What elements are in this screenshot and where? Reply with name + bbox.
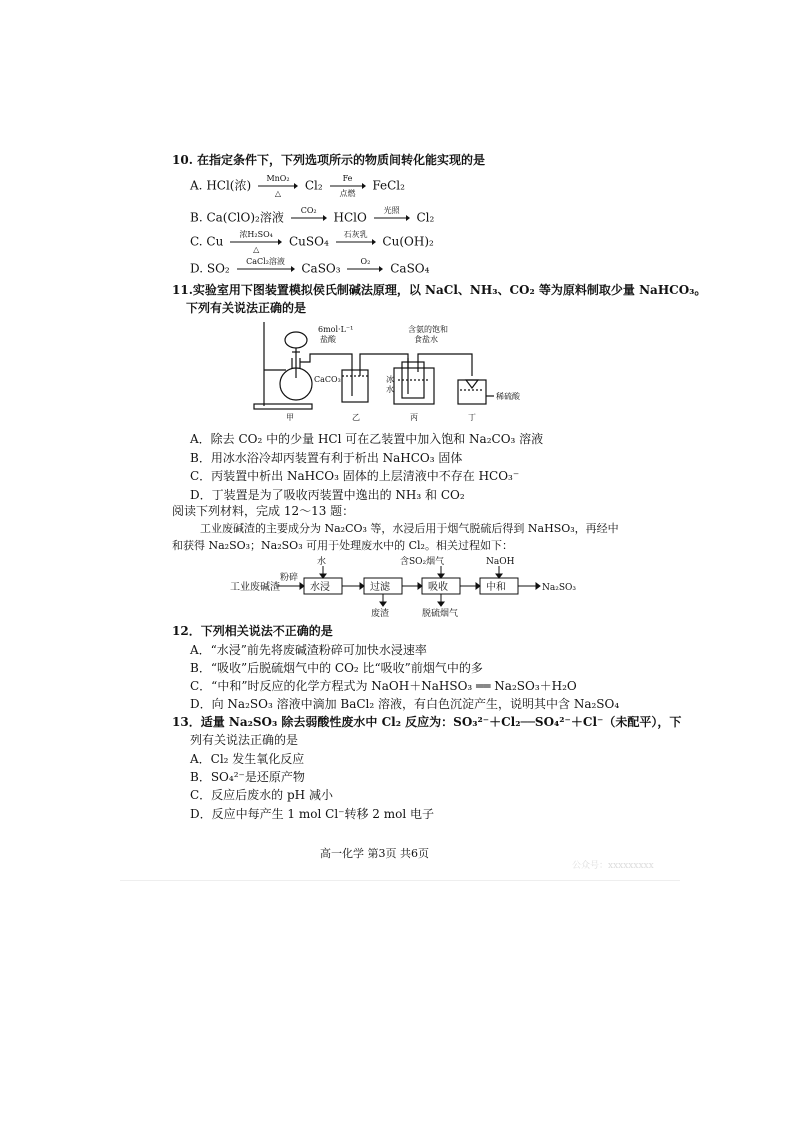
label-dilute-acid: 稀硫酸 bbox=[496, 392, 520, 401]
reaction-arrow bbox=[336, 231, 376, 253]
arrow-condition-bottom: △ bbox=[253, 245, 260, 254]
label-bing: 丙 bbox=[410, 413, 418, 422]
q12-option-c: C．“中和”时反应的化学方程式为 NaOH＋NaHSO₃ ══ Na₂SO₃＋H₂O bbox=[190, 679, 577, 693]
reaction-arrow bbox=[291, 207, 327, 229]
label-caco3: CaCO₃ bbox=[314, 375, 341, 384]
species: Cu bbox=[206, 234, 224, 249]
reaction-arrow bbox=[230, 231, 282, 253]
label-brine1: 含氨的饱和 bbox=[408, 325, 448, 334]
label-ice2: 水 bbox=[386, 385, 394, 394]
q11-option-a: A．除去 CO₂ 中的少量 HCl 可在乙装置中加入饱和 Na₂CO₃ 溶液 bbox=[190, 432, 544, 446]
wash-bottle bbox=[342, 370, 368, 402]
q10-option-b bbox=[190, 207, 434, 229]
label-jia: 甲 bbox=[286, 413, 294, 422]
species: FeCl₂ bbox=[372, 178, 405, 193]
apparatus-figure bbox=[250, 318, 550, 426]
dropping-funnel bbox=[285, 332, 307, 348]
delivery-tube bbox=[360, 354, 408, 368]
q11-option-b: B．用冰水浴冷却丙装置有利于析出 NaHCO₃ 固体 bbox=[190, 451, 463, 465]
q11-stem-line2: 下列有关说法正确的是 bbox=[186, 301, 307, 315]
species: HCl(浓) bbox=[206, 178, 252, 193]
species: Cu(OH)₂ bbox=[382, 234, 434, 249]
q13-stem-line2: 列有关说法正确的是 bbox=[190, 733, 299, 747]
species: Ca(ClO)₂溶液 bbox=[206, 210, 284, 225]
label-ding: 丁 bbox=[468, 413, 476, 422]
flow-start: 工业废碱渣 bbox=[230, 582, 280, 593]
page-footer: 高一化学 第3页 共6页 bbox=[320, 847, 429, 860]
option-label: B. bbox=[190, 210, 203, 225]
species: SO₂ bbox=[206, 261, 230, 276]
species: CaSO₄ bbox=[390, 261, 430, 276]
flow-box1-label: 水浸 bbox=[310, 582, 330, 593]
label-ice1: 冰 bbox=[386, 375, 394, 384]
species: CuSO₄ bbox=[288, 234, 329, 249]
species: CaSO₃ bbox=[301, 261, 341, 276]
q13-option-b: B．SO₄²⁻是还原产物 bbox=[190, 770, 305, 784]
q12-stem: 12．下列相关说法不正确的是 bbox=[172, 624, 333, 638]
species: Cl₂ bbox=[304, 178, 323, 193]
q13-option-c: C．反应后废水的 pH 减小 bbox=[190, 788, 333, 802]
arrow-condition-top: O₂ bbox=[360, 257, 371, 266]
arrow-condition-top: 石灰乳 bbox=[343, 230, 368, 239]
reaction-arrow bbox=[258, 175, 298, 197]
q13-option-d: D．反应中每产生 1 mol Cl⁻转移 2 mol 电子 bbox=[190, 807, 435, 821]
arrow-condition-bottom: 点燃 bbox=[339, 189, 356, 198]
label-brine2: 食盐水 bbox=[414, 335, 438, 344]
absorption-beaker bbox=[458, 380, 486, 404]
arrow-condition-top: 光照 bbox=[383, 206, 400, 215]
q11-option-c: C．丙装置中析出 NaHCO₃ 固体的上层清液中不存在 HCO₃⁻ bbox=[190, 469, 520, 483]
flow-desulf: 脱硫烟气 bbox=[422, 609, 459, 619]
flow-grind: 粉碎 bbox=[280, 573, 299, 583]
species: Cl₂ bbox=[416, 210, 435, 225]
q10-option-a bbox=[190, 175, 405, 197]
flow-box4-label: 中和 bbox=[486, 582, 506, 593]
q11-option-d: D．丁装置是为了吸收丙装置中逸出的 NH₃ 和 CO₂ bbox=[190, 488, 465, 502]
arrow-condition-top: Fe bbox=[342, 174, 353, 183]
q13-stem-line1: 13．适量 Na₂SO₃ 除去弱酸性废水中 Cl₂ 反应为：SO₃²⁻＋Cl₂──SO₄²⁻＋Cl⁻（未配平），下 bbox=[172, 715, 682, 729]
label-acid2: 盐酸 bbox=[320, 335, 336, 344]
flow-box3-label: 吸收 bbox=[428, 582, 448, 593]
page-divider bbox=[120, 880, 680, 881]
arrow-condition-top: CaCl₂溶液 bbox=[246, 257, 285, 266]
option-label: D. bbox=[190, 261, 204, 276]
q10-stem: 10. 在指定条件下，下列选项所示的物质间转化能实现的是 bbox=[172, 153, 486, 167]
q13-option-a: A．Cl₂ 发生氧化反应 bbox=[190, 752, 305, 766]
material-intro: 阅读下列材料，完成 12～13 题： bbox=[172, 504, 355, 518]
arrow-condition-top: MnO₂ bbox=[266, 174, 290, 183]
q12-option-b: B．“吸收”后脱硫烟气中的 CO₂ 比“吸收”前烟气中的多 bbox=[190, 661, 483, 675]
q11-stem-line1: 11.实验室用下图装置模拟侯氏制碱法原理，以 NaCl、NH₃、CO₂ 等为原料制取少量 NaHCO₃。 bbox=[172, 283, 707, 297]
option-label: A. bbox=[190, 178, 203, 193]
flow-product: Na₂SO₃ bbox=[542, 583, 577, 593]
reaction-bottle bbox=[402, 362, 424, 398]
reaction-arrow bbox=[330, 175, 366, 197]
flow-residue: 废渣 bbox=[371, 609, 390, 619]
q10-option-c bbox=[190, 231, 434, 253]
arrow-condition-top: CO₂ bbox=[300, 206, 317, 215]
option-label: C. bbox=[190, 234, 203, 249]
label-yi: 乙 bbox=[352, 413, 360, 422]
material-text-line2: 和获得 Na₂SO₃；Na₂SO₃ 可用于处理废水中的 Cl₂。相关过程如下： bbox=[172, 539, 513, 552]
flow-water: 水 bbox=[317, 557, 327, 567]
species: HClO bbox=[333, 210, 367, 225]
reaction-arrow bbox=[237, 258, 295, 280]
arrow-condition-bottom: △ bbox=[274, 189, 282, 198]
reaction-arrow bbox=[374, 207, 410, 229]
delivery-tube bbox=[418, 354, 472, 376]
reaction-arrow bbox=[347, 258, 383, 280]
q12-option-a: A．“水浸”前先将废碱渣粉碎可加快水浸速率 bbox=[190, 643, 427, 657]
ice-bath-beaker bbox=[394, 368, 434, 404]
arrow-condition-top: 浓H₂SO₄ bbox=[239, 230, 273, 239]
label-acid: 6mol·L⁻¹ bbox=[318, 325, 354, 334]
delivery-tube bbox=[300, 354, 352, 364]
material-text-line1: 工业废碱渣的主要成分为 Na₂CO₃ 等，水浸后用于烟气脱硫后得到 NaHSO₃，再经中 bbox=[200, 522, 619, 535]
flow-naoh: NaOH bbox=[486, 557, 515, 567]
flow-gas: 含SO₂烟气 bbox=[400, 557, 445, 567]
process-flowchart bbox=[226, 554, 577, 620]
watermark: 公众号：xxxxxxxxx bbox=[572, 861, 654, 871]
iron-stand-base bbox=[254, 404, 312, 409]
inverted-funnel bbox=[466, 380, 478, 388]
q10-option-d bbox=[190, 258, 429, 280]
flow-box2-label: 过滤 bbox=[370, 582, 390, 593]
q12-option-d: D．向 Na₂SO₃ 溶液中滴加 BaCl₂ 溶液，有白色沉淀产生，说明其中含 Na₂SO₄ bbox=[190, 697, 620, 711]
